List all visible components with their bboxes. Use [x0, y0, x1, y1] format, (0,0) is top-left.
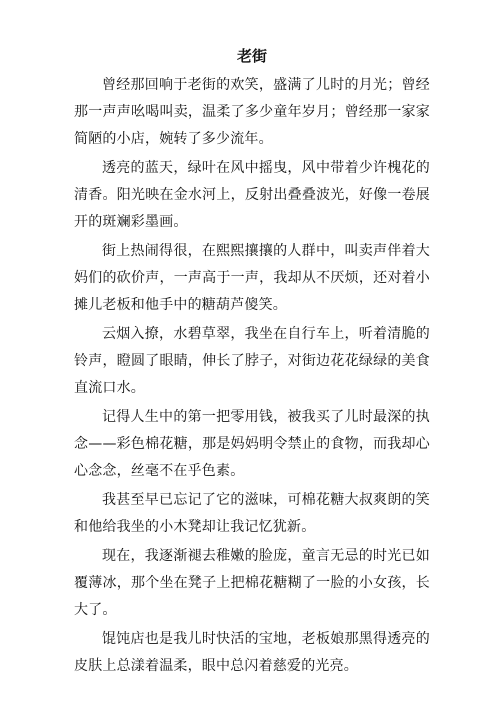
paragraph-3: 街上热闹得很，在熙熙攘攘的人群中，叫卖声伴着大妈们的砍价声，一声高于一声，我却从不厌烦，还对着小摊儿老板和他手中的糖葫芦傻笑。: [74, 243, 430, 313]
document-title: 老街: [236, 47, 267, 65]
paragraph-8: 馄饨店也是我儿时快活的宝地，老板娘那黑得透亮的皮肤上总漾着温柔，眼中总闪着慈爱的光亮。: [74, 631, 430, 674]
paragraph-6: 我甚至早已忘记了它的滋味，可棉花糖大叔爽朗的笑和他给我坐的小木凳却让我记忆犹新。: [74, 492, 430, 535]
document-page: [74, 44, 430, 682]
paragraph-5: 记得人生中的第一把零用钱，被我买了儿时最深的执念——彩色棉花糖，那是妈妈明令禁止的食物，而我却心心念念，丝毫不在乎色素。: [74, 409, 430, 479]
paragraph-2: 透亮的蓝天，绿叶在风中摇曳，风中带着少许槐花的清香。阳光映在金水河上，反射出叠叠波光，好像一卷展开的斑斓彩墨画。: [74, 160, 430, 230]
paragraph-7: 现在，我逐渐褪去稚嫩的脸庞，童言无忌的时光已如覆薄冰，那个坐在凳子上把棉花糖糊了一脸的小女孩，长大了。: [74, 548, 430, 618]
paragraph-4: 云烟入撩，水碧草翠，我坐在自行车上，听着清脆的铃声，瞪圆了眼睛，伸长了脖子，对街边花花绿绿的美食直流口水。: [74, 326, 430, 396]
paragraph-1: 曾经那回响于老街的欢笑，盛满了儿时的月光；曾经那一声声吆喝叫卖，温柔了多少童年岁月；曾经那一家家简陋的小店，婉转了多少流年。: [74, 77, 430, 147]
